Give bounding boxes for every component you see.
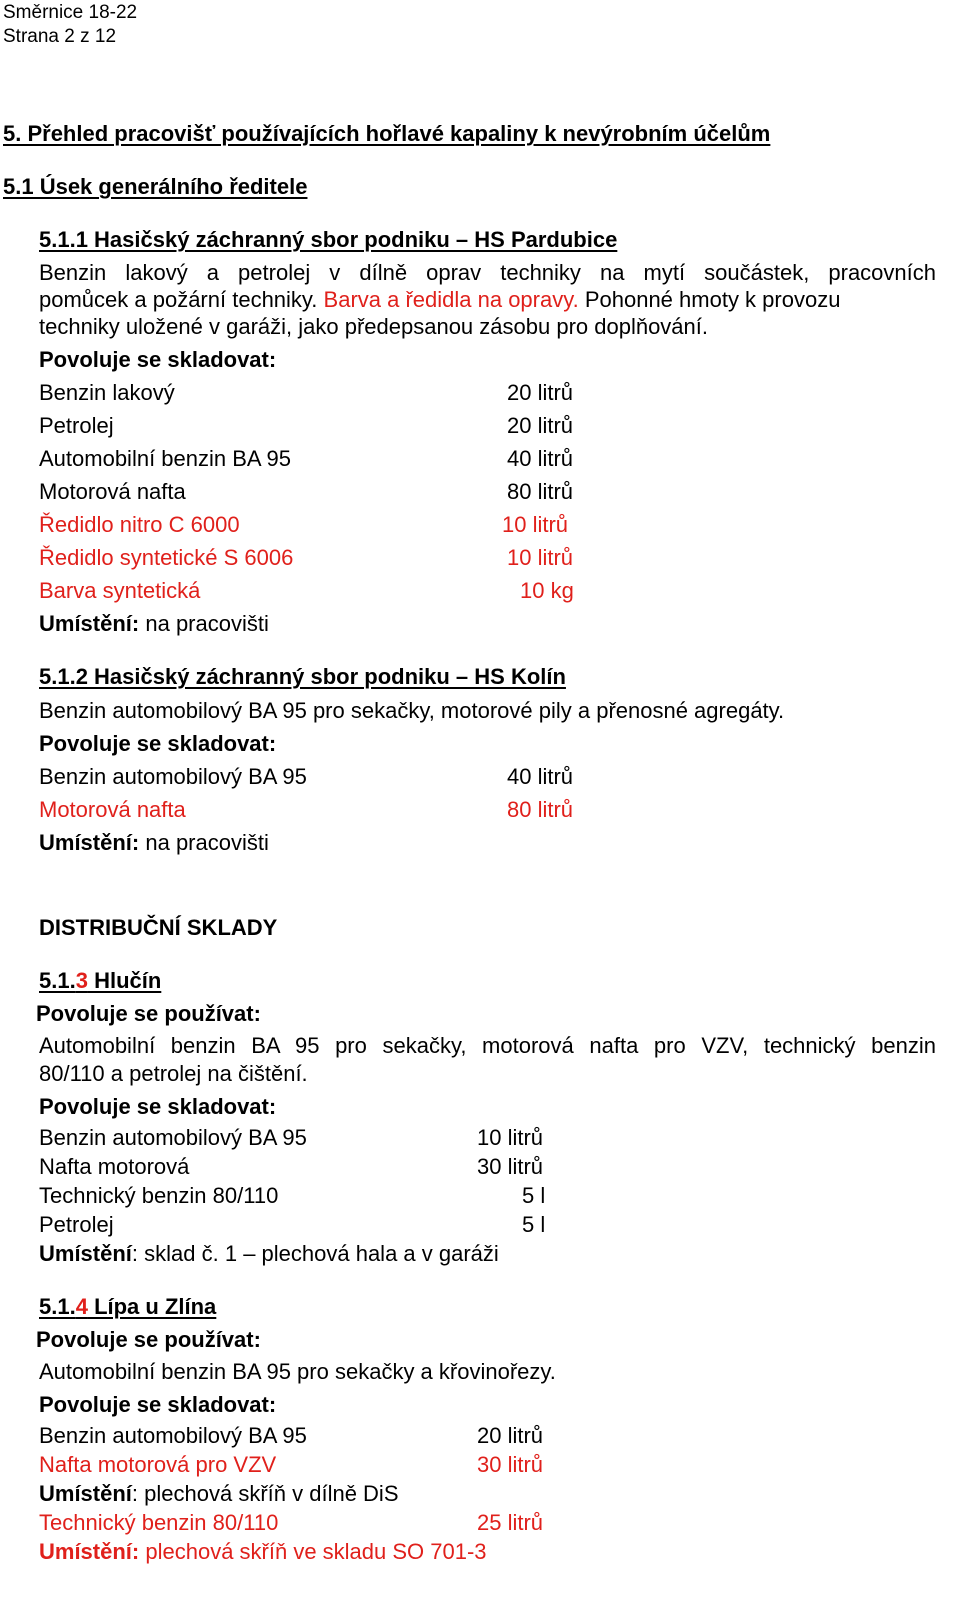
s513-item-name: Technický benzin 80/110 — [39, 1183, 279, 1208]
s514-item-qty: 20 litrů — [477, 1423, 544, 1448]
s514-item-name: Benzin automobilový BA 95 — [39, 1423, 307, 1448]
distribution-warehouses-heading: DISTRIBUČNÍ SKLADY — [39, 915, 278, 940]
s513-item-qty: 10 litrů — [477, 1125, 544, 1150]
s513-location-value: : sklad č. 1 – plechová hala a v garáži — [131, 1241, 499, 1266]
s514-item-qty: 30 litrů — [477, 1452, 544, 1477]
s511-item-qty: 20 litrů — [507, 413, 574, 438]
s511-item-qty: 20 litrů — [507, 380, 574, 405]
s513-location — [39, 1241, 499, 1266]
s513-location-label: Umístění — [39, 1241, 132, 1266]
s511-allowed-label: Povoluje se skladovat: — [39, 347, 277, 372]
s512-location-value: na pracovišti — [139, 830, 269, 855]
s514-title-number: 5.1. — [39, 1294, 76, 1319]
section-5-1-4-title — [39, 1294, 216, 1319]
s514-title-number-red: 4 — [75, 1294, 88, 1319]
s514-location-2-value: plechová skříň ve skladu SO 701-3 — [139, 1539, 487, 1564]
s512-item-name: Motorová nafta — [39, 797, 186, 822]
s514-location-2 — [39, 1539, 487, 1564]
s511-item-name: Ředidlo nitro C 6000 — [39, 512, 240, 537]
s514-location-1-value: : plechová skříň v dílně DiS — [131, 1481, 399, 1506]
s511-item-qty: 10 litrů — [502, 512, 569, 537]
section-5-1-title: 5.1 Úsek generálního ředitele — [3, 174, 308, 199]
s514-item-qty: 25 litrů — [477, 1510, 544, 1535]
s513-item-qty: 5 l — [522, 1183, 546, 1208]
s513-item-qty: 30 litrů — [477, 1154, 544, 1179]
s513-use-label: Povoluje se používat: — [36, 1001, 261, 1026]
page-number: Strana 2 z 12 — [3, 26, 117, 47]
s514-allowed-label: Povoluje se skladovat: — [39, 1392, 277, 1417]
s513-allowed-label: Povoluje se skladovat: — [39, 1094, 277, 1119]
section-5-title: 5. Přehled pracovišť používajících hořlavé kapaliny k nevýrobním účelům — [3, 121, 771, 146]
s512-item-qty: 80 litrů — [507, 797, 574, 822]
s512-allowed-label: Povoluje se skladovat: — [39, 731, 277, 756]
s513-item-name: Petrolej — [39, 1212, 114, 1237]
document-id: Směrnice 18-22 — [3, 2, 138, 23]
s514-title-text: Lípa u Zlína — [87, 1294, 217, 1319]
s511-item-qty: 10 litrů — [507, 545, 574, 570]
s513-title-text: Hlučín — [87, 968, 162, 993]
s511-item-name: Petrolej — [39, 413, 114, 438]
s511-location-label: Umístění: — [39, 611, 140, 636]
section-5-1-2-title: 5.1.2 Hasičský záchranný sbor podniku – HS Kolín — [39, 664, 566, 689]
s511-paragraph-line-3: techniky uložené v garáži, jako předepsanou zásobu pro doplňování. — [39, 314, 709, 339]
s514-location-2-label: Umístění: — [39, 1539, 140, 1564]
s514-location-1 — [39, 1481, 399, 1506]
s511-item-name: Barva syntetická — [39, 578, 201, 603]
s512-location — [39, 830, 269, 855]
s513-title-number-red: 3 — [75, 968, 88, 993]
s511-location-value: na pracovišti — [139, 611, 269, 636]
s511-paragraph-line-1: Benzin lakový a petrolej v dílně oprav techniky na mytí součástek, pracovních — [39, 260, 936, 285]
s513-item-name: Nafta motorová — [39, 1154, 190, 1179]
s512-item-qty: 40 litrů — [507, 764, 574, 789]
s513-paragraph-line-2: 80/110 a petrolej na čištění. — [39, 1061, 308, 1086]
s514-paragraph-line-1: Automobilní benzin BA 95 pro sekačky a křovinořezy. — [39, 1359, 556, 1384]
s511-item-name: Motorová nafta — [39, 479, 186, 504]
s512-location-label: Umístění: — [39, 830, 140, 855]
s511-text-c: Pohonné hmoty k provozu — [578, 287, 841, 312]
s511-text-a: pomůcek a požární techniky. — [39, 287, 324, 312]
s511-item-name: Benzin lakový — [39, 380, 175, 405]
s511-item-qty: 40 litrů — [507, 446, 574, 471]
s512-paragraph-line-1: Benzin automobilový BA 95 pro sekačky, motorové pily a přenosné agregáty. — [39, 698, 785, 723]
s511-item-name: Ředidlo syntetické S 6006 — [39, 545, 294, 570]
section-5-1-3-title — [39, 968, 161, 993]
s513-item-qty: 5 l — [522, 1212, 546, 1237]
s511-item-name: Automobilní benzin BA 95 — [39, 446, 291, 471]
s514-location-1-label: Umístění — [39, 1481, 132, 1506]
s511-text-red: Barva a ředidla na opravy. — [323, 287, 579, 312]
s513-paragraph-line-1: Automobilní benzin BA 95 pro sekačky, motorová nafta pro VZV, technický benzin — [39, 1033, 936, 1058]
s511-paragraph-line-2 — [39, 287, 936, 312]
section-5-1-1-title: 5.1.1 Hasičský záchranný sbor podniku – HS Pardubice — [39, 227, 618, 252]
s514-use-label: Povoluje se používat: — [36, 1327, 261, 1352]
s514-item-name: Nafta motorová pro VZV — [39, 1452, 277, 1477]
s512-item-name: Benzin automobilový BA 95 — [39, 764, 307, 789]
s513-item-name: Benzin automobilový BA 95 — [39, 1125, 307, 1150]
s511-item-qty: 10 kg — [520, 578, 574, 603]
s514-item-name: Technický benzin 80/110 — [39, 1510, 279, 1535]
s513-title-number: 5.1. — [39, 968, 76, 993]
s511-item-qty: 80 litrů — [507, 479, 574, 504]
s511-location — [39, 611, 269, 636]
